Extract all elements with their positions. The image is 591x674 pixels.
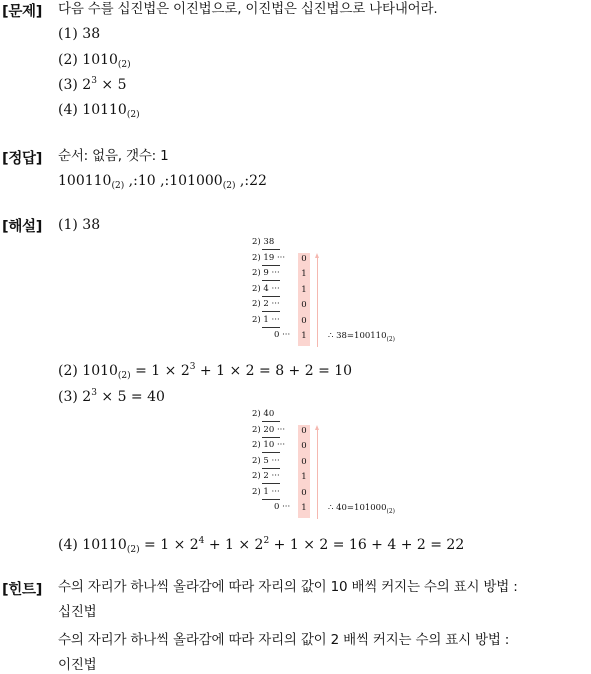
explanation-tag: [해설] <box>2 219 43 235</box>
problem-item-3: (3) $2^3 \times 5$ <box>58 76 127 93</box>
div2-underline-0 <box>262 421 280 422</box>
div2-remainder-2: 0 <box>298 440 310 456</box>
answer-values: $100110_{(2)}$ ,:10 $,:101000_{(2)}$ ,:22 <box>58 173 267 191</box>
division-diagram-40 <box>252 410 402 520</box>
div1-remainder-4: 0 <box>298 299 310 315</box>
div1-arrow-head-icon <box>315 253 319 258</box>
div2-arrow-head-icon <box>315 425 319 430</box>
problem-item-2: (2) $1010_{(2)}$ <box>58 52 131 70</box>
hint-line-4: 이진법 <box>58 657 97 673</box>
div1-remainder-6: 1 <box>298 330 310 346</box>
div1-row-0: 2) 38 <box>252 237 275 247</box>
div2-row-2: 2) 10 ··· <box>252 440 286 450</box>
div2-underline-1 <box>262 437 280 438</box>
explanation-item-1: (1) 38 <box>58 217 101 233</box>
explanation-item-4: (4) $10110_{(2)} = 1 \times 2^4 + 1 \times 2^2 + 1 \times 2 = 16 + 4 + 2 = 22$ <box>58 536 465 555</box>
division-diagram-38 <box>252 238 402 348</box>
hint-line-3: 수의 자리가 하나씩 올라감에 따라 자리의 값이 2 배씩 커지는 수의 표시 방법 : <box>58 632 510 648</box>
div1-underline-5 <box>262 327 280 328</box>
div1-row-1: 2) 19 ··· <box>252 252 286 263</box>
div1-remainder-3: 1 <box>298 284 310 300</box>
problem-instruction: 다음 수를 십진법은 이진법으로, 이진법은 십진법으로 나타내어라. <box>58 1 438 17</box>
div1-row-5: 2) 1 ··· <box>252 314 280 325</box>
div2-underline-4 <box>262 483 280 484</box>
div2-underline-5 <box>262 499 280 500</box>
explanation-item-3: (3) $2^3 \times 5 = 40$ <box>58 388 165 405</box>
div2-remainder-6: 1 <box>298 502 310 518</box>
explanation-item-2: (2) $1010_{(2)} = 1 \times 2^3 + 1 \times 2 = 8 + 2 = 10$ <box>58 362 353 381</box>
problem-tag: [문제] <box>2 4 43 20</box>
div2-read-arrow <box>317 430 318 519</box>
div2-underline-3 <box>262 468 280 469</box>
div2-row-3: 2) 5 ··· <box>252 455 280 466</box>
div2-row-6: 0 ··· <box>274 502 291 512</box>
div1-underline-3 <box>262 296 280 297</box>
div2-row-4: 2) 2 ··· <box>252 471 280 481</box>
problem-item-4: (4) $10110_{(2)}$ <box>58 102 140 120</box>
div1-underline-2 <box>262 280 280 281</box>
div2-conclusion: ∴ $40=101000_{(2)}$ <box>328 503 395 515</box>
div1-remainder-2: 1 <box>298 268 310 284</box>
div2-underline-2 <box>262 452 280 453</box>
answer-meta: 순서: 없음, 갯수: 1 <box>58 148 169 164</box>
div2-row-1: 2) 20 ··· <box>252 424 286 435</box>
div1-row-2: 2) 9 ··· <box>252 268 280 278</box>
div1-conclusion: ∴ $38=100110_{(2)}$ <box>328 331 395 343</box>
div2-remainder-4: 1 <box>298 471 310 487</box>
hint-line-1: 수의 자리가 하나씩 올라감에 따라 자리의 값이 10 배씩 커지는 수의 표시 방법 : <box>58 579 518 595</box>
div2-row-5: 2) 1 ··· <box>252 486 280 497</box>
div1-row-3: 2) 4 ··· <box>252 283 280 294</box>
div2-remainder-1: 0 <box>298 425 310 441</box>
div1-row-4: 2) 2 ··· <box>252 299 280 309</box>
problem-item-1: (1) 38 <box>58 26 101 42</box>
answer-tag: [정답] <box>2 151 43 167</box>
div2-remainder-5: 0 <box>298 487 310 503</box>
div1-underline-0 <box>262 249 280 250</box>
div2-row-0: 2) 40 <box>252 409 275 419</box>
div2-remainder-3: 0 <box>298 456 310 472</box>
hint-tag: [힌트] <box>2 582 43 598</box>
div1-underline-1 <box>262 265 280 266</box>
div1-row-6: 0 ··· <box>274 330 291 340</box>
div1-read-arrow <box>317 258 318 347</box>
hint-line-2: 십진법 <box>58 604 97 620</box>
div1-remainder-1: 0 <box>298 253 310 269</box>
div1-underline-4 <box>262 311 280 312</box>
div1-remainder-5: 0 <box>298 315 310 331</box>
